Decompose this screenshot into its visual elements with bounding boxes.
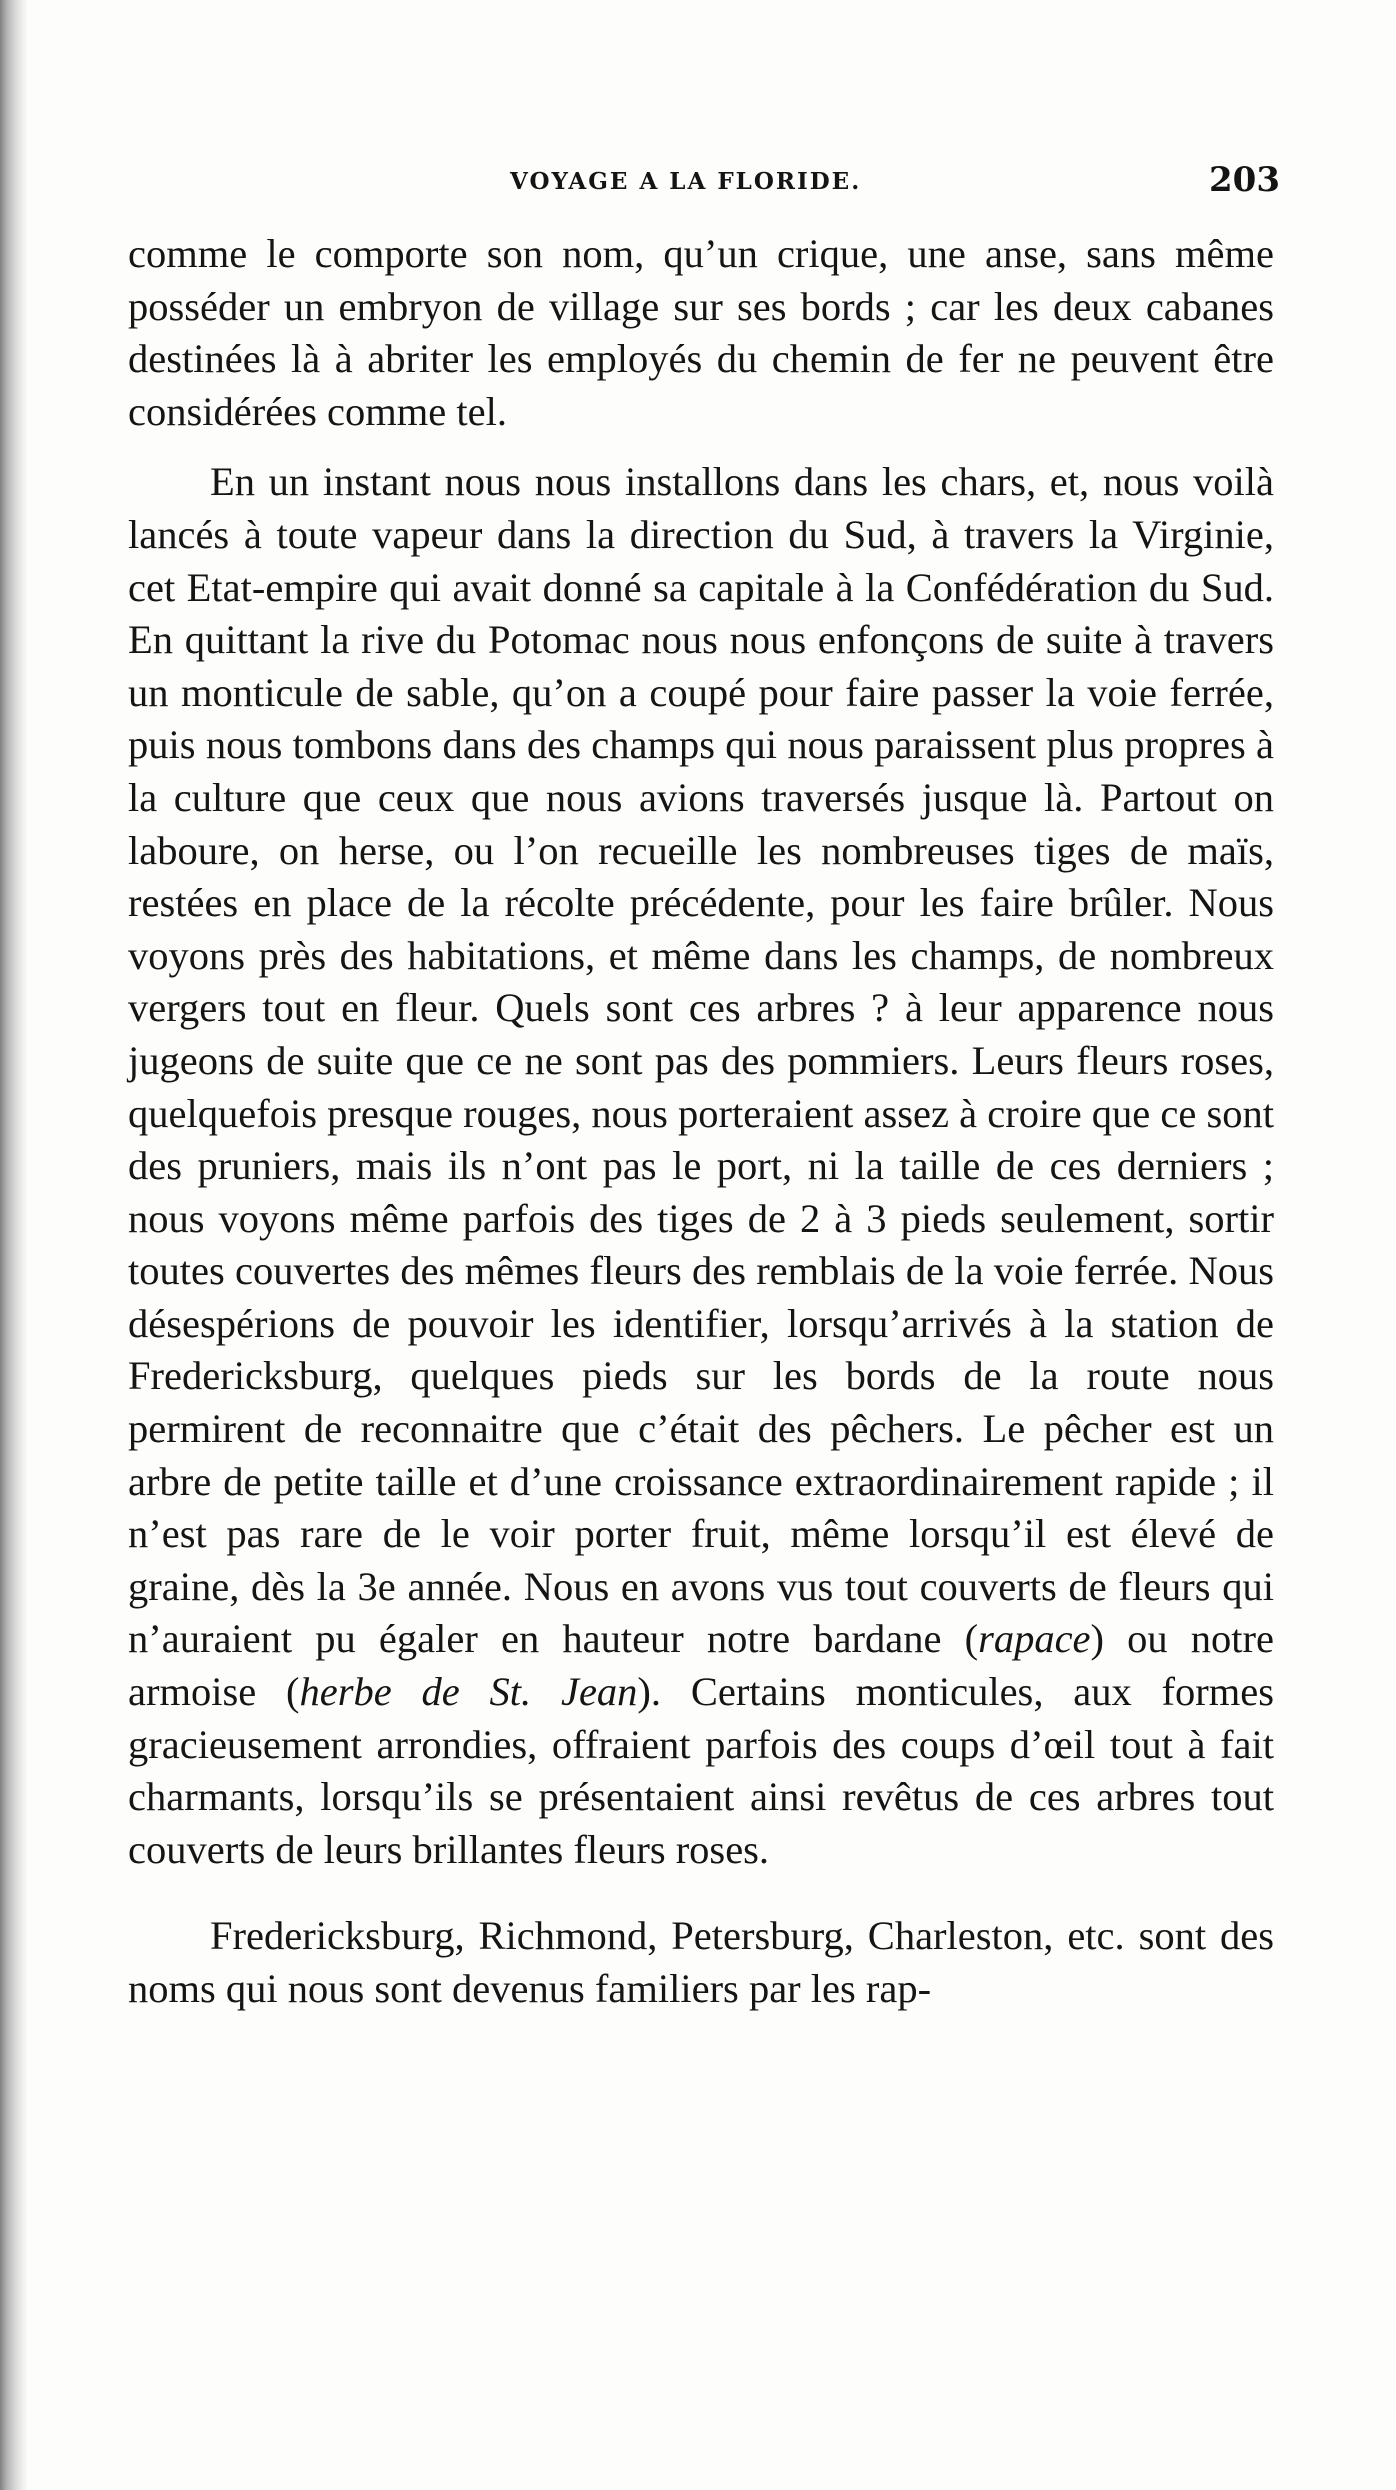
paragraph-text-part: ). Certains monticules, aux formes gracieusement arrondies, offraient parfois des coups d’œil tout à fait charmants, lorsqu’ils se présentaient ainsi revêtus de ces arbres tout couverts de leurs brillantes fleurs roses. xyxy=(128,1669,1274,1872)
paragraph-journey xyxy=(128,456,1274,1876)
running-title: VOYAGE A LA FLORIDE. xyxy=(510,168,862,195)
italic-term: rapace xyxy=(978,1616,1091,1662)
running-header xyxy=(130,158,1280,208)
paragraph-text: comme le comporte son nom, qu’un crique, une anse, sans même posséder un embryon de village sur ses bords ; car les deux cabanes destinées là à abriter les employés du chemin de fer ne peuvent être considérées comme tel. xyxy=(128,231,1274,434)
body-text xyxy=(128,228,1274,2016)
paragraph-text: Fredericksburg, Richmond, Petersburg, Charleston, etc. sont des noms qui nous sont devenus familiers par les rap- xyxy=(128,1913,1274,2011)
paragraph-continuation xyxy=(128,228,1274,438)
scanned-page-edge xyxy=(0,0,28,2490)
page-number: 203 xyxy=(1209,160,1280,200)
italic-term: herbe de St. Jean xyxy=(299,1669,638,1715)
paragraph-text-part: En un instant nous nous installons dans les chars, et, nous voilà lancés à toute vapeur dans la direction du Sud, à travers la Virginie, cet Etat-empire qui avait donné sa capitale à la Confédération du Sud. En quittant la rive du Potomac nous nous enfonçons de suite à travers un monticule de sable, qu’on a coupé pour faire passer la voie ferrée, puis nous tombons dans des champs qui nous paraissent plus propres à la culture que ceux que nous avions traversés jusque là. Partout on laboure, on herse, ou l’on recueille les nombreuses tiges de maïs, restées en place de la récolte précédente, pour les faire brûler. Nous voyons près des habitations, et même dans les champs, de nombreux vergers tout en fleur. Quels sont ces arbres ? à leur apparence nous jugeons de suite que ce ne sont pas des pommiers. Leurs fleurs roses, quelquefois presque rouges, nous porteraient assez à croire que ce sont des pruniers, mais ils n’ont pas le port, ni la taille de ces derniers ; nous voyons même parfois des tiges de 2 à 3 pieds seulement, sortir toutes couvertes des mêmes fleurs des remblais de la voie ferrée. Nous désespérions de pouvoir les identifier, lorsqu’arrivés à la station de Fredericksburg, quelques pieds sur les bords de la route nous permirent de reconnaitre que c’était des pêchers. Le pêcher est un arbre de petite taille et d’une croissance extraordinairement rapide ; il n’est pas rare de le voir porter fruit, même lorsqu’il est élevé de graine, dès la 3e année. Nous en avons vus tout couverts de fleurs qui n’auraient pu égaler en hauteur notre bardane ( xyxy=(128,459,1274,1662)
paragraph-cities xyxy=(128,1910,1274,2015)
paragraph-text-part: ) ou notre armoise ( xyxy=(128,1616,1275,1715)
